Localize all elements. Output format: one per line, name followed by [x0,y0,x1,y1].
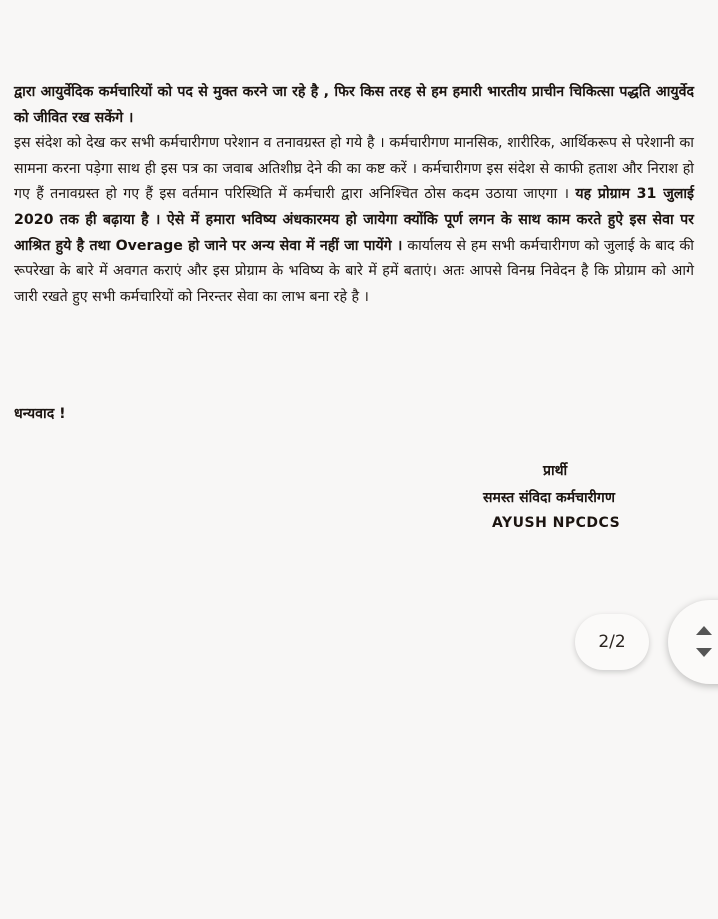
document-body [14,80,694,310]
chevron-down-icon[interactable] [696,648,712,657]
page-indicator: 2/2 [575,614,649,670]
chevron-up-icon[interactable] [696,626,712,635]
signature-label: प्रार्थी [543,463,568,479]
page-scroll-button[interactable] [668,600,718,684]
main-paragraph [14,131,694,310]
main-paragraph-bold-text: यह प्रोग्राम 31 जुलाई 2020 तक ही बढ़ाया है । ऐसे में हमारा भविष्य अंधकारमय हो जायेगा क्योंकि पूर्ण लगन के साथ काम करते हुऐ इस सेवा पर आश्रित हुये है तथा Overage हो जाने पर अन्य सेवा में नहीं जा पायेंगे । [14,186,694,254]
main-paragraph-text: इस संदेश को देख कर सभी कर्मचारीगण परेशान व तनावग्रस्त हो गये है । कर्मचारीगण मानसिक, शारीरिक, आर्थिकरूप से परेशानी का सामना करना पड़ेगा साथ ही इस पत्र का जवाब अतिशीघ्र देने की का कष्ट करें । कर्मचारीगण इस संदेश से काफी हताश और निराश हो गए हैं तनावग्रस्त हो गए हैं इस वर्तमान परिस्थिति में कर्मचारी द्वारा अनिश्चित ठोस कदम उठाया जाएगा । [14,135,694,203]
signature-group: समस्त संविदा कर्मचारीगण [483,490,615,506]
main-paragraph-request-text: कार्यालय से हम सभी कर्मचारीगण को जुलाई के बाद की रूपरेखा के बारे में अवगत कराएं और इस प्रोग्राम के भविष्य के बारे में हमें बताएं। अतः आपसे विनम्र निवेदन है कि प्रोग्राम को आगे जारी रखते हुए सभी कर्मचारियों को निरन्तर सेवा का लाभ बना रहे है । [14,237,694,305]
thanks-text: धन्यवाद ! [14,406,66,422]
intro-paragraph: द्वारा आयुर्वेदिक कर्मचारियों को पद से मुक्त करने जा रहे है , फिर किस तरह से हम हमारी भारतीय प्राचीन चिकित्सा पद्धति आयुर्वेद को जीवित रख सकेंगे । [14,84,694,126]
signature-program: AYUSH NPCDCS [492,515,621,531]
